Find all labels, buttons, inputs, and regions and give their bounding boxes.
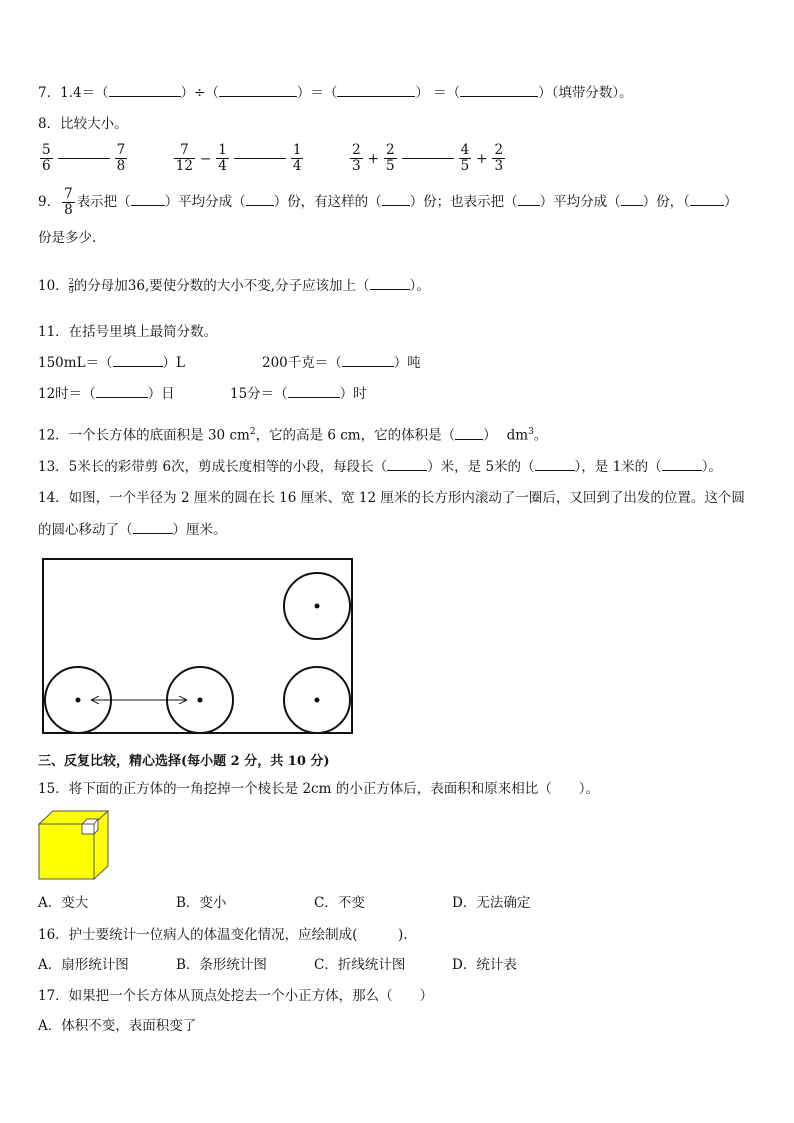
answer-blank[interactable] [382,191,410,206]
answer-blank[interactable] [96,383,148,398]
fraction: $\frac{7}{8}$ [116,142,126,174]
answer-blank[interactable] [342,352,394,367]
answer-blank[interactable] [131,191,165,206]
answer-blank[interactable] [690,191,724,206]
fraction: $\frac{5}{6}$ [42,142,51,174]
option-d[interactable]: D．无法确定 [452,895,531,911]
question-17: 17．如果把一个长方体从顶点处挖去一个小正方体，那么（ ） [38,988,434,1004]
question-15-options [38,893,530,913]
fraction: $\frac{7}{12}$ [175,142,193,174]
fraction: $\frac{7}{8}$ [64,186,73,218]
question-9-line2: 份是多少. [38,230,97,246]
question-14-line2: 的圆心移动了（ ）厘米。 [38,519,227,540]
question-12: 12．一个长方体的底面积是 30 $cm^2$，它的高是 6 cm，它的体积是（ ） $dm^3$。 [38,422,547,446]
fraction: $\frac{2}{5}$ [385,142,395,174]
fraction: $\frac{1}{4}$ [292,142,302,174]
option-a[interactable]: A．变大 [38,895,89,911]
answer-blank[interactable] [337,82,415,97]
compare-blank[interactable] [234,158,286,159]
compare-blank[interactable] [402,158,454,159]
cube-with-corner-cut-icon [38,810,112,880]
question-16-options [38,955,517,975]
fraction: $\frac{4}{5}$ [460,142,470,174]
option-c[interactable]: C．不变 [314,895,365,911]
option-a[interactable]: A．扇形统计图 [38,957,129,973]
answer-blank[interactable] [288,383,340,398]
answer-blank[interactable] [370,275,410,290]
answer-blank[interactable] [662,456,702,471]
question-8-comparisons: $\frac{5}{6}$ $\frac{7}{8}$ $\frac{7}{12}$ − $\frac{1}{4}$ $\frac{1}{4}$ $\frac{2}{3}$ + $\frac{2}{5}$ $\frac{4}{5}$ + $\frac{2}{3}$ [42,142,504,174]
circle-center-dot [315,604,320,609]
circle-center-dot [76,698,81,703]
answer-blank[interactable] [460,82,538,97]
fraction: $\frac{2}{9}$ [68,277,74,295]
question-16: 16．护士要统计一位病人的体温变化情况，应绘制成( ). [38,927,408,943]
question-11-row2b: 15分＝（ ）时 [230,383,367,404]
fraction: $\frac{2}{3}$ [352,142,361,174]
answer-blank[interactable] [133,519,173,534]
circle-center-dot [315,698,320,703]
answer-blank[interactable] [387,456,427,471]
question-17-option-a[interactable]: A．体积不变，表面积变了 [38,1018,197,1034]
question-11-title: 11．在括号里填上最简分数。 [38,324,218,340]
compare-blank[interactable] [58,158,110,159]
question-7: 7．1.4＝（ ）÷（ ）＝（ ） ＝（ ）（填带分数）。 [38,82,633,103]
circle-center-dot [198,698,203,703]
answer-blank[interactable] [455,425,483,440]
answer-blank[interactable] [113,352,163,367]
question-11-row1: 150mL＝（ ）L [38,352,185,373]
question-11-row1b: 200千克＝（ ）吨 [262,352,421,373]
question-14-line1: 14．如图，一个半径为 2 厘米的圆在长 16 厘米、宽 12 厘米的长方形内滚动了一圈后，又回到了出发的位置。这个圆 [38,490,745,506]
fraction: $\frac{2}{3}$ [494,142,504,174]
answer-blank[interactable] [518,191,540,206]
answer-blank[interactable] [219,82,297,97]
option-b[interactable]: B．条形统计图 [176,957,267,973]
rectangle-outline [43,559,352,733]
answer-blank[interactable] [535,456,575,471]
answer-blank[interactable] [621,191,643,206]
question-10: 10． $\frac{2}{9}$ 的分母加36,要使分数的大小不变,分子应该加上（ ）。 [38,277,430,295]
option-c[interactable]: C．折线统计图 [314,957,406,973]
question-15: 15．将下面的正方体的一角挖掉一个棱长是 2cm 的小正方体后，表面积和原来相比（ ）。 [38,781,599,797]
question-9: 9． $\frac{7}{8}$ 表示把（ ）平均分成（ ）份，有这样的（ ）份；也表示把（ ）平均分成（ ）份，（ ） [38,186,738,218]
option-d[interactable]: D．统计表 [452,957,517,973]
fraction: $\frac{1}{4}$ [218,142,227,174]
section-3-title: 三、反复比较，精心选择(每小题 2 分，共 10 分) [38,754,330,769]
question-11-row2: 12时＝（ ）日 [38,383,175,404]
answer-blank[interactable] [246,191,274,206]
option-b[interactable]: B．变小 [176,895,227,911]
question-13: 13．5米长的彩带剪 6次，剪成长度相等的小段，每段长（ ）米，是 5米的（ ），是 1米的（ ）。 [38,456,722,477]
rolling-circle-diagram [40,556,356,738]
answer-blank[interactable] [109,82,181,97]
question-8-title: 8．比较大小。 [38,116,128,132]
